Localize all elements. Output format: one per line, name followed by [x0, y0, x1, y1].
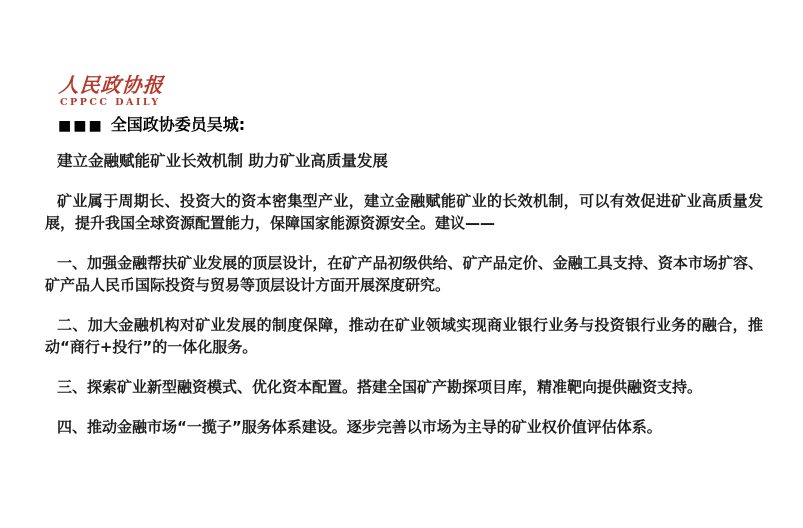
cppcc-daily-logo-subtitle: CPPCC DAILY [60, 97, 161, 108]
kicker-text: 全国政协委员吴城: [110, 115, 246, 134]
article-title: 建立金融赋能矿业长效机制 助力矿业高质量发展 [57, 152, 388, 170]
article-paragraph-point-4: 四、推动金融市场“一揽子”服务体系建设。逐步完善以市场为主导的矿业权价值评估体系。 [57, 418, 662, 436]
masthead [58, 74, 763, 108]
cppcc-daily-logo: 人民政协报 [57, 73, 165, 97]
kicker-squares-icon: ■■■ [58, 118, 104, 134]
article-kicker [58, 116, 763, 135]
article-paragraph-point-1: 一、加强金融帮扶矿业发展的顶层设计，在矿产品初级供给、矿产品定价、金融工具支持、资本市场扩容、矿产品人民币国际投资与贸易等顶层设计方面开展深度研究。 [45, 254, 763, 294]
article-paragraph-point-3: 三、探索矿业新型融资模式、优化资本配置。搭建全国矿产勘探项目库，精准靶向提供融资支持。 [57, 378, 703, 396]
article-paragraph-intro: 矿业属于周期长、投资大的资本密集型产业，建立金融赋能矿业的长效机制，可以有效促进矿业高质量发展，提升我国全球资源配置能力，保障国家能源资源安全。建议—— [45, 192, 763, 232]
article-paragraph-point-2: 二、加大金融机构对矿业发展的制度保障，推动在矿业领域实现商业银行业务与投资银行业务的融合，推动“商行+投行”的一体化服务。 [45, 316, 763, 356]
